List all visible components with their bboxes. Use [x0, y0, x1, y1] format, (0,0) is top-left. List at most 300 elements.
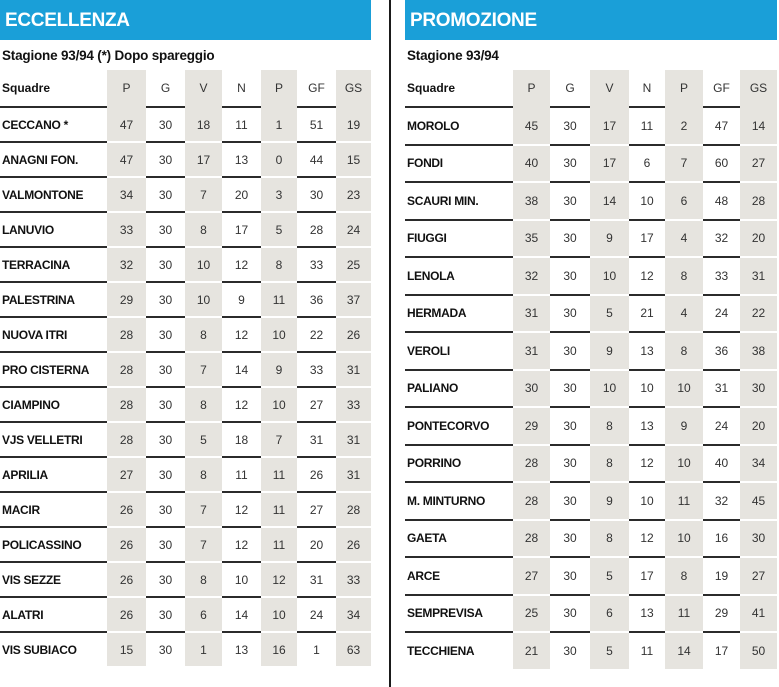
col-header-goals-for: GF — [713, 81, 730, 95]
col-header-goals-for: GF — [308, 81, 325, 95]
cell-drawn: 11 — [629, 631, 665, 669]
cell-played: 30 — [550, 331, 590, 369]
cell-played: 30 — [146, 106, 185, 141]
cell-won: 5 — [590, 631, 629, 669]
cell-lost: 9 — [665, 406, 703, 444]
cell-won: 8 — [185, 456, 222, 491]
cell-points: 25 — [513, 594, 550, 632]
table-row — [0, 561, 371, 596]
cell-lost: 10 — [261, 316, 297, 351]
cell-goals-against: 15 — [336, 141, 371, 176]
cell-goals-against: 14 — [740, 106, 777, 144]
cell-points: 28 — [513, 519, 550, 557]
cell-team: VIS SUBIACO — [0, 631, 107, 666]
cell-goals-for: 33 — [703, 256, 740, 294]
cell-played: 30 — [550, 631, 590, 669]
table-row — [0, 596, 371, 631]
cell-goals-for: 26 — [297, 456, 336, 491]
cell-played: 30 — [550, 481, 590, 519]
cell-goals-for: 20 — [297, 526, 336, 561]
cell-goals-against: 26 — [336, 526, 371, 561]
cell-won: 5 — [185, 421, 222, 456]
cell-won: 7 — [185, 176, 222, 211]
cell-goals-against: 50 — [740, 631, 777, 669]
table-row — [0, 316, 371, 351]
cell-team: PALIANO — [405, 369, 513, 407]
cell-team: PRO CISTERNA — [0, 351, 107, 386]
cell-played: 30 — [146, 246, 185, 281]
cell-goals-against: 33 — [336, 561, 371, 596]
cell-points: 28 — [107, 316, 146, 351]
cell-points: 28 — [513, 481, 550, 519]
table-row — [405, 406, 777, 444]
cell-lost: 8 — [261, 246, 297, 281]
cell-team: CECCANO * — [0, 106, 107, 141]
cell-won: 9 — [590, 331, 629, 369]
cell-goals-for: 16 — [703, 519, 740, 557]
cell-goals-against: 26 — [336, 316, 371, 351]
cell-goals-for: 17 — [703, 631, 740, 669]
cell-played: 30 — [550, 444, 590, 482]
cell-drawn: 12 — [629, 256, 665, 294]
cell-lost: 5 — [261, 211, 297, 246]
cell-goals-against: 25 — [336, 246, 371, 281]
cell-lost: 1 — [261, 106, 297, 141]
table-row — [405, 256, 777, 294]
cell-drawn: 10 — [629, 369, 665, 407]
cell-points: 30 — [513, 369, 550, 407]
cell-team: VIS SEZZE — [0, 561, 107, 596]
table-row — [0, 246, 371, 281]
cell-team: NUOVA ITRI — [0, 316, 107, 351]
cell-drawn: 12 — [222, 491, 261, 526]
cell-points: 21 — [513, 631, 550, 669]
cell-won: 17 — [590, 106, 629, 144]
table-row — [405, 519, 777, 557]
cell-won: 17 — [590, 144, 629, 182]
cell-goals-for: 40 — [703, 444, 740, 482]
cell-played: 30 — [550, 594, 590, 632]
table-row — [405, 369, 777, 407]
cell-lost: 6 — [665, 181, 703, 219]
promozione-standings-table — [405, 70, 777, 669]
cell-team: ARCE — [405, 556, 513, 594]
cell-goals-for: 32 — [703, 219, 740, 257]
cell-played: 30 — [146, 141, 185, 176]
cell-points: 34 — [107, 176, 146, 211]
promozione-title: PROMOZIONE — [405, 0, 777, 40]
cell-played: 30 — [146, 176, 185, 211]
cell-played: 30 — [146, 491, 185, 526]
table-row — [0, 211, 371, 246]
cell-team: CIAMPINO — [0, 386, 107, 421]
cell-drawn: 17 — [222, 211, 261, 246]
cell-team: POLICASSINO — [0, 526, 107, 561]
cell-goals-against: 33 — [336, 386, 371, 421]
cell-goals-for: 51 — [297, 106, 336, 141]
cell-won: 18 — [185, 106, 222, 141]
cell-drawn: 10 — [222, 561, 261, 596]
cell-goals-against: 31 — [336, 456, 371, 491]
cell-lost: 0 — [261, 141, 297, 176]
cell-lost: 8 — [665, 331, 703, 369]
cell-points: 29 — [107, 281, 146, 316]
table-header-row — [0, 70, 371, 106]
cell-points: 47 — [107, 106, 146, 141]
cell-won: 5 — [590, 294, 629, 332]
cell-team: PALESTRINA — [0, 281, 107, 316]
col-header-goals-against: GS — [740, 70, 777, 106]
cell-goals-for: 1 — [297, 631, 336, 666]
cell-drawn: 18 — [222, 421, 261, 456]
eccellenza-standings-table — [0, 70, 371, 666]
cell-goals-for: 32 — [703, 481, 740, 519]
cell-lost: 10 — [261, 386, 297, 421]
col-header-team: Squadre — [407, 81, 456, 95]
table-row — [405, 181, 777, 219]
cell-won: 9 — [590, 219, 629, 257]
cell-drawn: 10 — [629, 181, 665, 219]
cell-drawn: 9 — [222, 281, 261, 316]
cell-points: 33 — [107, 211, 146, 246]
cell-lost: 3 — [261, 176, 297, 211]
col-header-won: V — [590, 70, 629, 106]
cell-goals-against: 27 — [740, 556, 777, 594]
cell-drawn: 21 — [629, 294, 665, 332]
cell-goals-against: 23 — [336, 176, 371, 211]
cell-played: 30 — [146, 526, 185, 561]
cell-goals-against: 31 — [336, 421, 371, 456]
cell-played: 30 — [550, 256, 590, 294]
cell-won: 8 — [185, 561, 222, 596]
cell-played: 30 — [550, 556, 590, 594]
cell-drawn: 12 — [222, 246, 261, 281]
cell-played: 30 — [146, 631, 185, 666]
cell-lost: 16 — [261, 631, 297, 666]
col-header-team: Squadre — [2, 81, 51, 95]
table-row — [405, 556, 777, 594]
cell-lost: 10 — [261, 596, 297, 631]
cell-drawn: 12 — [222, 526, 261, 561]
cell-team: LANUVIO — [0, 211, 107, 246]
cell-lost: 2 — [665, 106, 703, 144]
cell-drawn: 12 — [222, 386, 261, 421]
cell-played: 30 — [550, 144, 590, 182]
cell-won: 8 — [185, 211, 222, 246]
cell-played: 30 — [146, 386, 185, 421]
table-row — [0, 631, 371, 666]
cell-goals-against: 22 — [740, 294, 777, 332]
cell-played: 30 — [550, 106, 590, 144]
cell-drawn: 12 — [629, 519, 665, 557]
cell-goals-for: 60 — [703, 144, 740, 182]
cell-goals-for: 36 — [703, 331, 740, 369]
cell-lost: 8 — [665, 556, 703, 594]
table-row — [0, 386, 371, 421]
cell-won: 6 — [590, 594, 629, 632]
cell-won: 10 — [590, 256, 629, 294]
cell-goals-for: 48 — [703, 181, 740, 219]
cell-drawn: 6 — [629, 144, 665, 182]
cell-goals-against: 30 — [740, 369, 777, 407]
cell-goals-for: 44 — [297, 141, 336, 176]
cell-goals-against: 34 — [336, 596, 371, 631]
cell-team: SCAURI MIN. — [405, 181, 513, 219]
cell-won: 1 — [185, 631, 222, 666]
cell-team: ALATRI — [0, 596, 107, 631]
cell-goals-for: 47 — [703, 106, 740, 144]
cell-points: 27 — [513, 556, 550, 594]
cell-goals-for: 33 — [297, 246, 336, 281]
cell-won: 9 — [590, 481, 629, 519]
promozione-subtitle: Stagione 93/94 — [407, 48, 499, 63]
cell-lost: 4 — [665, 294, 703, 332]
cell-goals-against: 19 — [336, 106, 371, 141]
cell-played: 30 — [146, 351, 185, 386]
cell-goals-for: 27 — [297, 386, 336, 421]
col-header-goals-against: GS — [336, 70, 371, 106]
cell-won: 10 — [590, 369, 629, 407]
cell-goals-against: 38 — [740, 331, 777, 369]
cell-drawn: 14 — [222, 351, 261, 386]
cell-goals-for: 27 — [297, 491, 336, 526]
cell-lost: 4 — [665, 219, 703, 257]
cell-goals-against: 28 — [740, 181, 777, 219]
cell-team: FONDI — [405, 144, 513, 182]
col-header-points: P — [513, 70, 550, 106]
cell-goals-for: 31 — [297, 421, 336, 456]
cell-points: 26 — [107, 491, 146, 526]
cell-won: 10 — [185, 281, 222, 316]
cell-lost: 11 — [261, 456, 297, 491]
table-row — [0, 456, 371, 491]
cell-goals-for: 36 — [297, 281, 336, 316]
cell-team: FIUGGI — [405, 219, 513, 257]
cell-lost: 7 — [665, 144, 703, 182]
cell-played: 30 — [146, 561, 185, 596]
cell-drawn: 13 — [222, 631, 261, 666]
cell-won: 8 — [185, 386, 222, 421]
col-header-lost: P — [261, 70, 297, 106]
cell-points: 40 — [513, 144, 550, 182]
cell-drawn: 11 — [222, 106, 261, 141]
col-header-drawn: N — [237, 81, 246, 95]
cell-goals-against: 30 — [740, 519, 777, 557]
cell-team: MACIR — [0, 491, 107, 526]
cell-drawn: 14 — [222, 596, 261, 631]
cell-lost: 11 — [665, 594, 703, 632]
table-row — [0, 176, 371, 211]
cell-team: VALMONTONE — [0, 176, 107, 211]
cell-points: 47 — [107, 141, 146, 176]
cell-goals-against: 63 — [336, 631, 371, 666]
table-row — [0, 526, 371, 561]
cell-goals-against: 45 — [740, 481, 777, 519]
cell-goals-against: 20 — [740, 219, 777, 257]
cell-played: 30 — [550, 406, 590, 444]
cell-lost: 9 — [261, 351, 297, 386]
cell-points: 31 — [513, 294, 550, 332]
cell-played: 30 — [146, 456, 185, 491]
cell-goals-for: 19 — [703, 556, 740, 594]
cell-points: 28 — [107, 351, 146, 386]
cell-goals-against: 41 — [740, 594, 777, 632]
cell-drawn: 10 — [629, 481, 665, 519]
table-row — [405, 631, 777, 669]
cell-team: HERMADA — [405, 294, 513, 332]
col-header-points: P — [107, 70, 146, 106]
cell-goals-for: 29 — [703, 594, 740, 632]
cell-drawn: 12 — [629, 444, 665, 482]
cell-played: 30 — [550, 519, 590, 557]
cell-points: 28 — [107, 386, 146, 421]
col-header-played: G — [565, 81, 575, 95]
eccellenza-subtitle: Stagione 93/94 (*) Dopo spareggio — [2, 48, 215, 63]
cell-played: 30 — [146, 211, 185, 246]
table-row — [0, 281, 371, 316]
cell-goals-against: 34 — [740, 444, 777, 482]
cell-points: 31 — [513, 331, 550, 369]
table-row — [405, 594, 777, 632]
table-row — [405, 106, 777, 144]
cell-won: 6 — [185, 596, 222, 631]
cell-drawn: 20 — [222, 176, 261, 211]
cell-played: 30 — [146, 421, 185, 456]
cell-goals-against: 28 — [336, 491, 371, 526]
col-header-won: V — [185, 70, 222, 106]
cell-played: 30 — [550, 294, 590, 332]
cell-drawn: 11 — [629, 106, 665, 144]
cell-drawn: 13 — [629, 331, 665, 369]
cell-goals-for: 24 — [297, 596, 336, 631]
table-row — [0, 351, 371, 386]
cell-lost: 7 — [261, 421, 297, 456]
cell-drawn: 17 — [629, 556, 665, 594]
cell-team: ANAGNI FON. — [0, 141, 107, 176]
table-row — [0, 491, 371, 526]
cell-goals-against: 31 — [336, 351, 371, 386]
cell-won: 5 — [590, 556, 629, 594]
cell-goals-against: 20 — [740, 406, 777, 444]
cell-played: 30 — [550, 219, 590, 257]
cell-lost: 11 — [261, 491, 297, 526]
cell-lost: 8 — [665, 256, 703, 294]
promozione-panel — [405, 0, 777, 669]
cell-drawn: 13 — [222, 141, 261, 176]
cell-lost: 10 — [665, 519, 703, 557]
cell-team: LENOLA — [405, 256, 513, 294]
column-divider — [389, 0, 391, 687]
cell-goals-for: 33 — [297, 351, 336, 386]
cell-points: 32 — [107, 246, 146, 281]
cell-team: VJS VELLETRI — [0, 421, 107, 456]
table-row — [405, 219, 777, 257]
cell-lost: 14 — [665, 631, 703, 669]
cell-team: VEROLI — [405, 331, 513, 369]
cell-team: TECCHIENA — [405, 631, 513, 669]
cell-won: 10 — [185, 246, 222, 281]
cell-lost: 10 — [665, 444, 703, 482]
cell-goals-for: 28 — [297, 211, 336, 246]
table-row — [405, 444, 777, 482]
cell-played: 30 — [146, 596, 185, 631]
cell-drawn: 17 — [629, 219, 665, 257]
cell-team: APRILIA — [0, 456, 107, 491]
cell-points: 28 — [107, 421, 146, 456]
eccellenza-panel — [0, 0, 371, 666]
cell-won: 14 — [590, 181, 629, 219]
col-header-played: G — [160, 81, 171, 95]
cell-points: 29 — [513, 406, 550, 444]
col-header-drawn: N — [642, 81, 652, 95]
cell-points: 15 — [107, 631, 146, 666]
cell-points: 26 — [107, 596, 146, 631]
cell-won: 7 — [185, 526, 222, 561]
table-row — [405, 144, 777, 182]
cell-played: 30 — [146, 316, 185, 351]
cell-goals-against: 37 — [336, 281, 371, 316]
cell-won: 17 — [185, 141, 222, 176]
cell-drawn: 12 — [222, 316, 261, 351]
cell-points: 27 — [107, 456, 146, 491]
cell-goals-for: 31 — [297, 561, 336, 596]
cell-goals-against: 24 — [336, 211, 371, 246]
cell-won: 8 — [590, 519, 629, 557]
table-header-row — [405, 70, 777, 106]
table-row — [0, 141, 371, 176]
col-header-lost: P — [665, 70, 703, 106]
cell-won: 8 — [590, 444, 629, 482]
cell-points: 38 — [513, 181, 550, 219]
cell-points: 32 — [513, 256, 550, 294]
cell-team: PORRINO — [405, 444, 513, 482]
cell-lost: 11 — [665, 481, 703, 519]
cell-played: 30 — [550, 369, 590, 407]
cell-goals-against: 31 — [740, 256, 777, 294]
table-row — [405, 331, 777, 369]
cell-won: 7 — [185, 351, 222, 386]
table-row — [0, 106, 371, 141]
cell-goals-for: 24 — [703, 294, 740, 332]
cell-drawn: 13 — [629, 406, 665, 444]
cell-played: 30 — [550, 181, 590, 219]
cell-points: 26 — [107, 561, 146, 596]
cell-played: 30 — [146, 281, 185, 316]
cell-points: 28 — [513, 444, 550, 482]
cell-drawn: 11 — [222, 456, 261, 491]
cell-goals-for: 30 — [297, 176, 336, 211]
cell-team: TERRACINA — [0, 246, 107, 281]
cell-goals-against: 27 — [740, 144, 777, 182]
cell-team: M. MINTURNO — [405, 481, 513, 519]
cell-goals-for: 24 — [703, 406, 740, 444]
cell-won: 8 — [590, 406, 629, 444]
cell-lost: 11 — [261, 526, 297, 561]
cell-team: PONTECORVO — [405, 406, 513, 444]
cell-team: SEMPREVISA — [405, 594, 513, 632]
cell-lost: 11 — [261, 281, 297, 316]
cell-goals-for: 31 — [703, 369, 740, 407]
cell-team: MOROLO — [405, 106, 513, 144]
cell-points: 35 — [513, 219, 550, 257]
cell-goals-for: 22 — [297, 316, 336, 351]
cell-lost: 12 — [261, 561, 297, 596]
cell-drawn: 13 — [629, 594, 665, 632]
cell-won: 8 — [185, 316, 222, 351]
cell-won: 7 — [185, 491, 222, 526]
eccellenza-title: ECCELLENZA — [0, 0, 371, 40]
cell-lost: 10 — [665, 369, 703, 407]
